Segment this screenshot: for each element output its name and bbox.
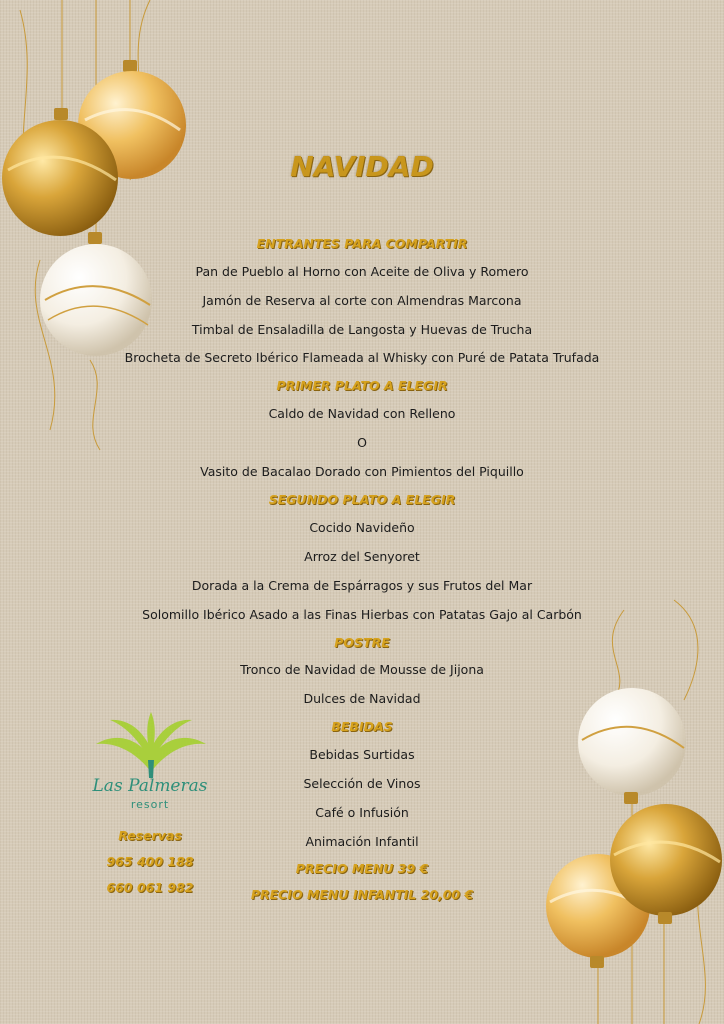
menu-item: Caldo de Navidad con Relleno — [268, 406, 456, 421]
menu-item: Pan de Pueblo al Horno con Aceite de Oliva y Romero — [195, 264, 529, 279]
menu-item: Dorada a la Crema de Espárragos y sus Frutos del Mar — [191, 578, 533, 593]
page-title: NAVIDAD — [290, 150, 434, 183]
section-heading: POSTRE — [334, 635, 390, 650]
section-heading: ENTRANTES PARA COMPARTIR — [256, 236, 468, 251]
logo-name: Las Palmeras — [92, 776, 208, 796]
reservations-phone-1: 965 400 188 — [106, 854, 194, 869]
price-menu: PRECIO MENU 39 € — [295, 861, 429, 876]
menu-item: Bebidas Surtidas — [309, 747, 415, 762]
reservations-phone-2: 660 061 982 — [106, 880, 194, 895]
menu-item: Brocheta de Secreto Ibérico Flameada al Whisky con Puré de Patata Trufada — [124, 350, 600, 365]
menu-item: Cocido Navideño — [309, 520, 415, 535]
section-heading: BEBIDAS — [331, 719, 393, 734]
logo-sub: resort — [130, 798, 170, 811]
menu-item: O — [357, 435, 367, 450]
menu-item: Jamón de Reserva al corte con Almendras Marcona — [202, 293, 522, 308]
menu-item: Tronco de Navidad de Mousse de Jijona — [240, 662, 484, 677]
menu-item: Dulces de Navidad — [303, 691, 421, 706]
menu-item: Café o Infusión — [315, 805, 409, 820]
section-heading: PRIMER PLATO A ELEGIR — [276, 378, 448, 393]
price-menu-kids: PRECIO MENU INFANTIL 20,00 € — [250, 887, 474, 902]
menu-item: Selección de Vinos — [303, 776, 421, 791]
menu-item: Solomillo Ibérico Asado a las Finas Hierbas con Patatas Gajo al Carbón — [142, 607, 582, 622]
menu-item: Timbal de Ensaladilla de Langosta y Huevas de Trucha — [191, 322, 533, 337]
reservations-label: Reservas — [118, 828, 182, 843]
menu-item: Animación Infantil — [305, 834, 419, 849]
section-heading: SEGUNDO PLATO A ELEGIR — [268, 492, 456, 507]
menu-item: Arroz del Senyoret — [304, 549, 420, 564]
menu-item: Vasito de Bacalao Dorado con Pimientos del Piquillo — [200, 464, 524, 479]
